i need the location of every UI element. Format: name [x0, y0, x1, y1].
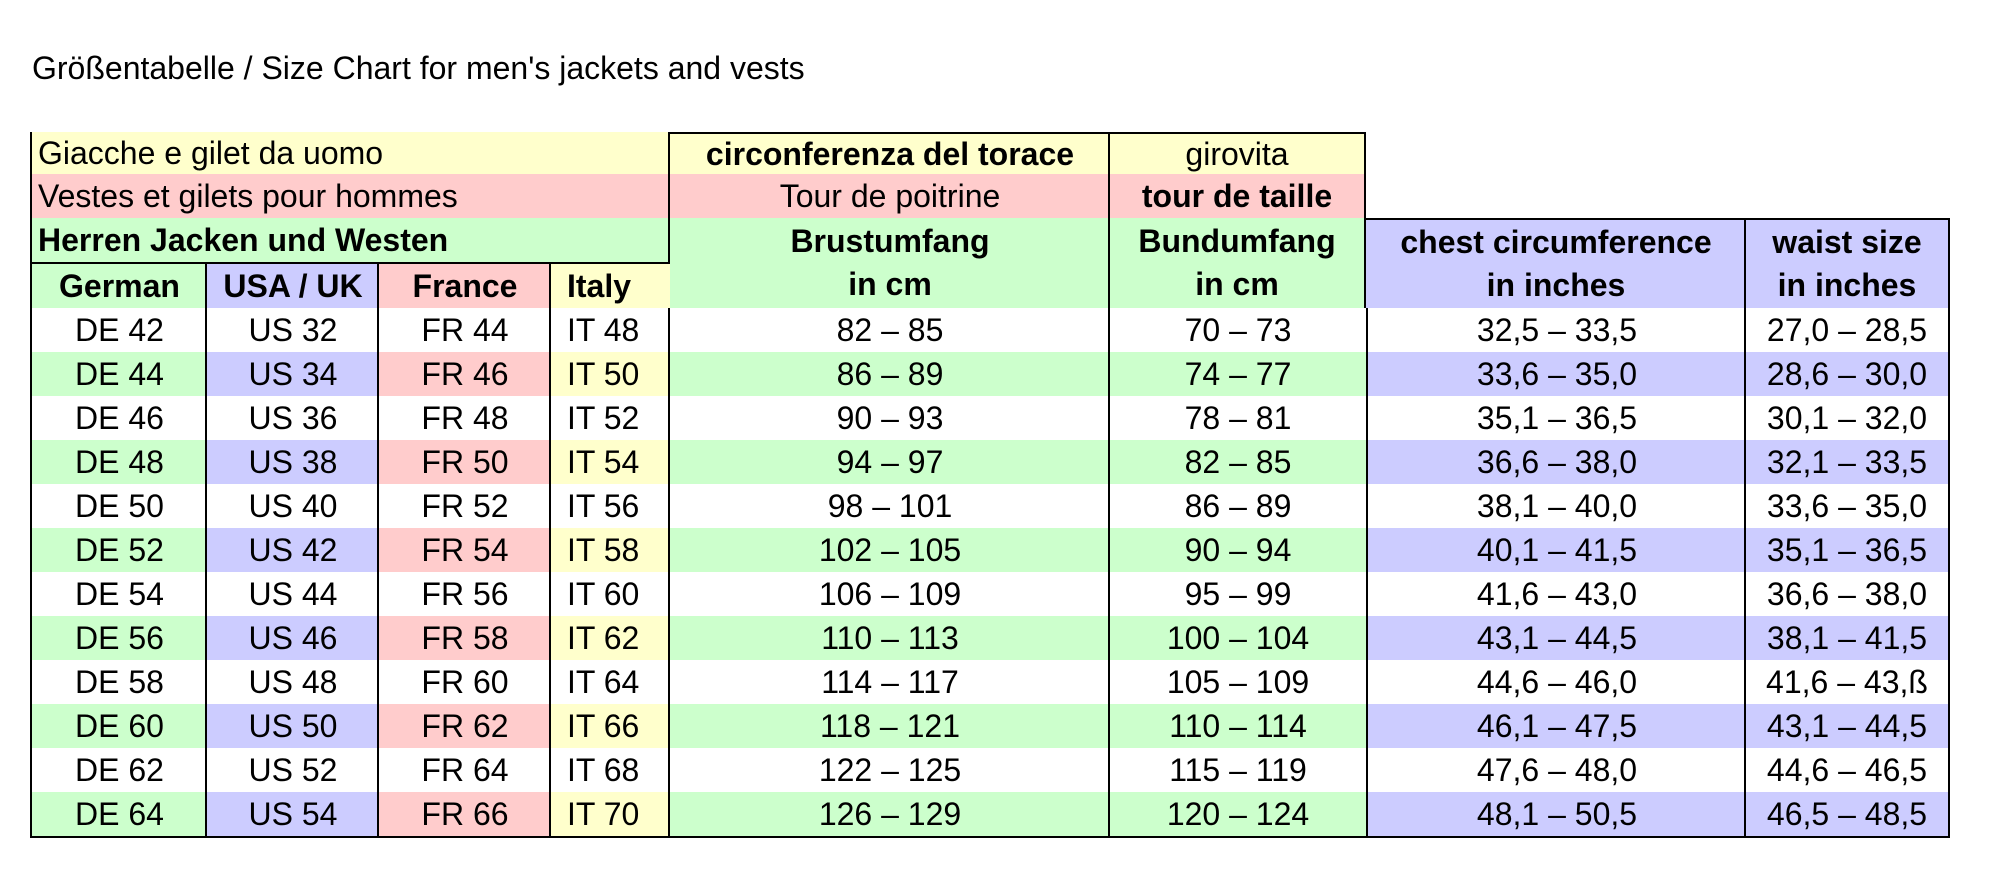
- header-german-label: Herren Jacken und Westen: [30, 218, 670, 262]
- waist-cm-cell: 105 – 109: [1108, 660, 1366, 704]
- chest-inches-cell: 46,1 – 47,5: [1366, 704, 1746, 748]
- italy-size-cell: IT 58: [549, 528, 670, 572]
- chest-cm-cell: 94 – 97: [668, 440, 1110, 484]
- german-size-cell: DE 56: [30, 616, 207, 660]
- us-uk-size-cell: US 52: [205, 748, 379, 792]
- waist-cm-cell: 82 – 85: [1108, 440, 1366, 484]
- chest-cm-cell: 98 – 101: [668, 484, 1110, 528]
- italy-size-cell: IT 70: [549, 792, 670, 838]
- header-italian-label: Giacche e gilet da uomo: [30, 132, 670, 174]
- chest-inches-cell: 43,1 – 44,5: [1366, 616, 1746, 660]
- header-waist-inches-unit: in inches: [1777, 267, 1917, 303]
- german-size-cell: DE 44: [30, 352, 207, 396]
- us-uk-size-cell: US 34: [205, 352, 379, 396]
- waist-cm-cell: 74 – 77: [1108, 352, 1366, 396]
- chest-inches-cell: 32,5 – 33,5: [1366, 308, 1746, 352]
- chest-inches-cell: 47,6 – 48,0: [1366, 748, 1746, 792]
- italy-size-cell: IT 52: [549, 396, 670, 440]
- france-size-cell: FR 50: [377, 440, 551, 484]
- chest-inches-cell: 35,1 – 36,5: [1366, 396, 1746, 440]
- waist-inches-cell: 35,1 – 36,5: [1744, 528, 1950, 572]
- chest-cm-cell: 102 – 105: [668, 528, 1110, 572]
- italy-size-cell: IT 50: [549, 352, 670, 396]
- chest-cm-cell: 86 – 89: [668, 352, 1110, 396]
- us-uk-size-cell: US 38: [205, 440, 379, 484]
- german-size-cell: DE 48: [30, 440, 207, 484]
- chest-inches-cell: 48,1 – 50,5: [1366, 792, 1746, 838]
- german-size-cell: DE 46: [30, 396, 207, 440]
- chest-cm-cell: 118 – 121: [668, 704, 1110, 748]
- chest-inches-cell: 38,1 – 40,0: [1366, 484, 1746, 528]
- german-size-cell: DE 58: [30, 660, 207, 704]
- france-size-cell: FR 44: [377, 308, 551, 352]
- header-waist-german: Bundumfang: [1138, 223, 1336, 259]
- column-header-usa-uk: USA / UK: [205, 262, 379, 308]
- waist-inches-cell: 38,1 – 41,5: [1744, 616, 1950, 660]
- chest-cm-cell: 114 – 117: [668, 660, 1110, 704]
- waist-inches-cell: 44,6 – 46,5: [1744, 748, 1950, 792]
- us-uk-size-cell: US 32: [205, 308, 379, 352]
- italy-size-cell: IT 66: [549, 704, 670, 748]
- german-size-cell: DE 62: [30, 748, 207, 792]
- france-size-cell: FR 58: [377, 616, 551, 660]
- chest-inches-cell: 41,6 – 43,0: [1366, 572, 1746, 616]
- german-size-cell: DE 42: [30, 308, 207, 352]
- column-header-france: France: [377, 262, 551, 308]
- header-chest-inches: [1366, 218, 1746, 308]
- column-header-german: German: [30, 262, 207, 308]
- waist-cm-cell: 70 – 73: [1108, 308, 1366, 352]
- column-header-italy: Italy: [549, 262, 670, 308]
- waist-cm-cell: 115 – 119: [1108, 748, 1366, 792]
- header-french-label: Vestes et gilets pour hommes: [30, 174, 670, 218]
- waist-inches-cell: 27,0 – 28,5: [1744, 308, 1950, 352]
- france-size-cell: FR 52: [377, 484, 551, 528]
- italy-size-cell: IT 60: [549, 572, 670, 616]
- chest-inches-cell: 36,6 – 38,0: [1366, 440, 1746, 484]
- german-size-cell: DE 60: [30, 704, 207, 748]
- waist-inches-cell: 46,5 – 48,5: [1744, 792, 1950, 838]
- german-size-cell: DE 64: [30, 792, 207, 838]
- waist-cm-cell: 120 – 124: [1108, 792, 1366, 838]
- us-uk-size-cell: US 48: [205, 660, 379, 704]
- italy-size-cell: IT 62: [549, 616, 670, 660]
- us-uk-size-cell: US 46: [205, 616, 379, 660]
- chest-inches-cell: 44,6 – 46,0: [1366, 660, 1746, 704]
- header-chest-cm: [668, 218, 1110, 308]
- chest-cm-cell: 82 – 85: [668, 308, 1110, 352]
- france-size-cell: FR 66: [377, 792, 551, 838]
- header-waist-english: waist size: [1772, 224, 1922, 260]
- header-chest-french: Tour de poitrine: [668, 174, 1110, 218]
- chest-cm-cell: 106 – 109: [668, 572, 1110, 616]
- waist-inches-cell: 36,6 – 38,0: [1744, 572, 1950, 616]
- waist-inches-cell: 28,6 – 30,0: [1744, 352, 1950, 396]
- france-size-cell: FR 56: [377, 572, 551, 616]
- waist-inches-cell: 43,1 – 44,5: [1744, 704, 1950, 748]
- chest-cm-cell: 110 – 113: [668, 616, 1110, 660]
- header-waist-cm-unit: in cm: [1195, 266, 1279, 302]
- waist-cm-cell: 90 – 94: [1108, 528, 1366, 572]
- italy-size-cell: IT 48: [549, 308, 670, 352]
- italy-size-cell: IT 54: [549, 440, 670, 484]
- france-size-cell: FR 60: [377, 660, 551, 704]
- german-size-cell: DE 50: [30, 484, 207, 528]
- header-chest-german: Brustumfang: [790, 223, 990, 259]
- italy-size-cell: IT 68: [549, 748, 670, 792]
- header-chest-english: chest circumference: [1400, 224, 1712, 260]
- waist-cm-cell: 100 – 104: [1108, 616, 1366, 660]
- waist-cm-cell: 86 – 89: [1108, 484, 1366, 528]
- us-uk-size-cell: US 40: [205, 484, 379, 528]
- italy-size-cell: IT 56: [549, 484, 670, 528]
- waist-inches-cell: 30,1 – 32,0: [1744, 396, 1950, 440]
- header-waist-inches: [1744, 218, 1950, 308]
- header-waist-french: tour de taille: [1108, 174, 1366, 218]
- chest-cm-cell: 126 – 129: [668, 792, 1110, 838]
- german-size-cell: DE 54: [30, 572, 207, 616]
- chest-inches-cell: 33,6 – 35,0: [1366, 352, 1746, 396]
- waist-inches-cell: 33,6 – 35,0: [1744, 484, 1950, 528]
- waist-cm-cell: 110 – 114: [1108, 704, 1366, 748]
- us-uk-size-cell: US 54: [205, 792, 379, 838]
- waist-cm-cell: 78 – 81: [1108, 396, 1366, 440]
- us-uk-size-cell: US 44: [205, 572, 379, 616]
- france-size-cell: FR 48: [377, 396, 551, 440]
- france-size-cell: FR 62: [377, 704, 551, 748]
- italy-size-cell: IT 64: [549, 660, 670, 704]
- header-chest-cm-unit: in cm: [848, 266, 932, 302]
- france-size-cell: FR 46: [377, 352, 551, 396]
- waist-cm-cell: 95 – 99: [1108, 572, 1366, 616]
- france-size-cell: FR 54: [377, 528, 551, 572]
- page-title: Größentabelle / Size Chart for men's jackets and vests: [32, 50, 805, 86]
- waist-inches-cell: 32,1 – 33,5: [1744, 440, 1950, 484]
- waist-inches-cell: 41,6 – 43,ß: [1744, 660, 1950, 704]
- us-uk-size-cell: US 50: [205, 704, 379, 748]
- header-waist-cm: [1108, 218, 1366, 308]
- chest-cm-cell: 90 – 93: [668, 396, 1110, 440]
- header-chest-italian: circonferenza del torace: [668, 132, 1110, 174]
- chest-inches-cell: 40,1 – 41,5: [1366, 528, 1746, 572]
- us-uk-size-cell: US 42: [205, 528, 379, 572]
- us-uk-size-cell: US 36: [205, 396, 379, 440]
- chest-cm-cell: 122 – 125: [668, 748, 1110, 792]
- header-waist-italian: girovita: [1108, 132, 1366, 174]
- german-size-cell: DE 52: [30, 528, 207, 572]
- header-chest-inches-unit: in inches: [1486, 267, 1626, 303]
- france-size-cell: FR 64: [377, 748, 551, 792]
